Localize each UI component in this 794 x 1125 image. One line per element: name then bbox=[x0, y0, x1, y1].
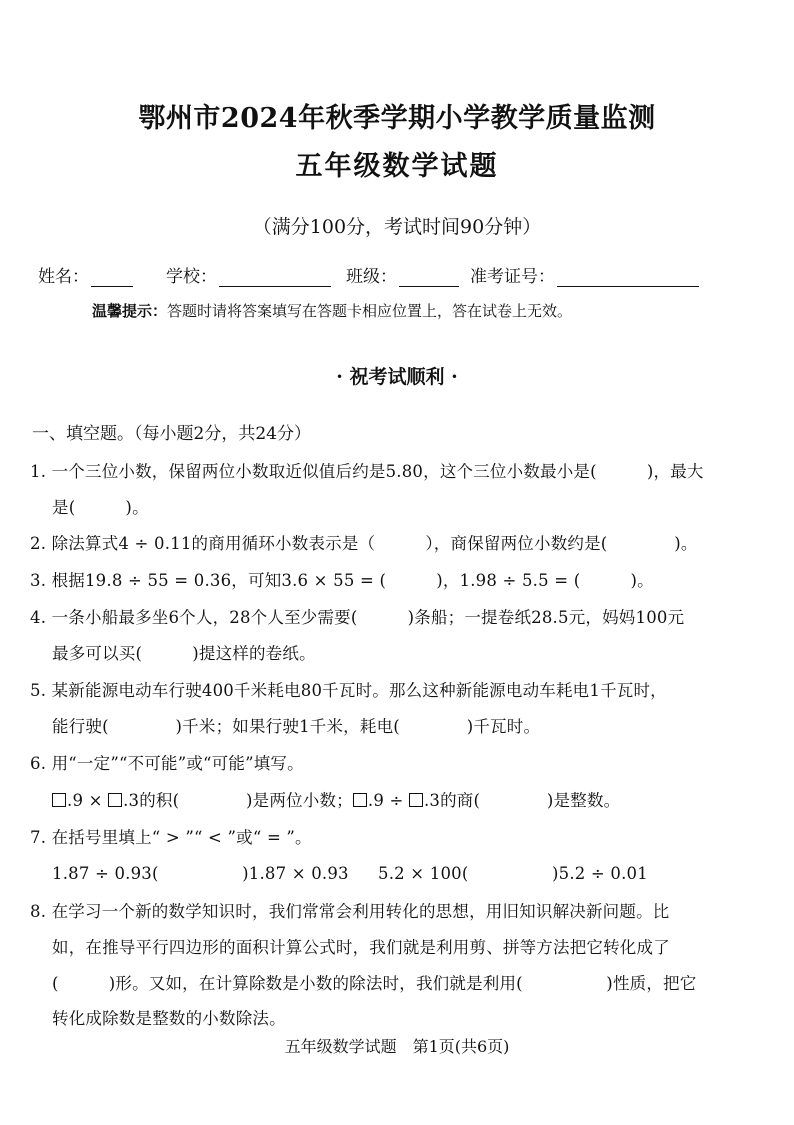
school-field bbox=[166, 262, 331, 287]
tip-text: 答题时请将答案填写在答题卡相应位置上，答在试卷上无效。 bbox=[167, 302, 573, 320]
question-8-line-4: 转化成除数是整数的小数除法。 bbox=[52, 1009, 286, 1028]
class-field bbox=[346, 262, 459, 287]
blank-square-icon bbox=[52, 793, 66, 807]
question-8-line-1: 8. 在学习一个新的数学知识时，我们常常会利用转化的思想，用旧知识解决新问题。比 bbox=[30, 902, 670, 921]
blank-square-icon bbox=[409, 793, 423, 807]
school-label: 学校： bbox=[166, 267, 217, 287]
question-7-expr-1: 1.87 ÷ 0.93( )1.87 × 0.93 bbox=[52, 864, 349, 883]
score-time-info: （满分100分，考试时间90分钟） bbox=[252, 216, 542, 238]
warm-tip bbox=[92, 300, 572, 321]
name-blank bbox=[91, 270, 133, 287]
good-luck-text: · 祝考试顺利 · bbox=[336, 366, 458, 388]
blank-square-icon bbox=[108, 793, 122, 807]
section-heading: 一、填空题。（每小题2分，共24分） bbox=[32, 424, 311, 444]
class-label: 班级： bbox=[346, 267, 397, 287]
question-5-line-1: 5. 某新能源电动车行驶400千米耗电80千瓦时。那么这种新能源电动车耗电1千瓦时， bbox=[30, 681, 667, 700]
name-field bbox=[38, 262, 133, 287]
question-3: 3. 根据19.8 ÷ 55 = 0.36，可知3.6 × 55 = ( )，1.98 ÷ 5.5 = ( )。 bbox=[30, 571, 654, 590]
exam-subtitle: 五年级数学试题 bbox=[295, 151, 499, 182]
question-5-line-2: 能行驶( )千米；如果行驶1千米，耗电( )千瓦时。 bbox=[52, 717, 541, 736]
question-8-line-2: 如，在推导平行四边形的面积计算公式时，我们就是利用剪、拼等方法把它转化成了 bbox=[52, 938, 670, 957]
question-4-line-1: 4. 一条小船最多坐6个人，28个人至少需要( )条船；一提卷纸28.5元，妈妈100元 bbox=[30, 608, 685, 627]
name-label: 姓名： bbox=[38, 267, 89, 287]
class-blank bbox=[399, 270, 459, 287]
question-8-line-3: ( )形。又如，在计算除数是小数的除法时，我们就是利用( )性质，把它 bbox=[52, 974, 697, 993]
tip-label: 温馨提示： bbox=[92, 302, 168, 320]
blank-square-icon bbox=[353, 793, 367, 807]
question-1-line-1: 1. 一个三位小数，保留两位小数取近似值后约是5.80，这个三位小数最小是( )，最大 bbox=[30, 462, 704, 481]
exam-title: 鄂州市2024年秋季学期小学教学质量监测 bbox=[138, 103, 656, 134]
exam-id-blank bbox=[557, 270, 699, 287]
question-4-line-2: 最多可以买( )提这样的卷纸。 bbox=[52, 644, 316, 663]
question-7-line-1: 7. 在括号里填上“ > ”“ < ”或“ = ”。 bbox=[30, 828, 312, 847]
exam-id-field bbox=[470, 262, 699, 287]
question-1-line-2: 是( )。 bbox=[52, 498, 149, 517]
exam-id-label: 准考证号： bbox=[470, 267, 555, 287]
question-6-line-1: 6. 用“一定”“不可能”或“可能”填写。 bbox=[30, 754, 304, 773]
page-footer: 五年级数学试题 第1页(共6页) bbox=[284, 1037, 510, 1056]
question-6-line-2: .9 × .3的积( )是两位小数； .9 ÷ .3的商( )是整数。 bbox=[52, 787, 620, 811]
question-2: 2. 除法算式4 ÷ 0.11的商用循环小数表示是（ ），商保留两位小数约是( )。 bbox=[30, 534, 698, 553]
school-blank bbox=[219, 270, 331, 287]
question-7-expr-2: 5.2 × 100( )5.2 ÷ 0.01 bbox=[378, 864, 648, 883]
